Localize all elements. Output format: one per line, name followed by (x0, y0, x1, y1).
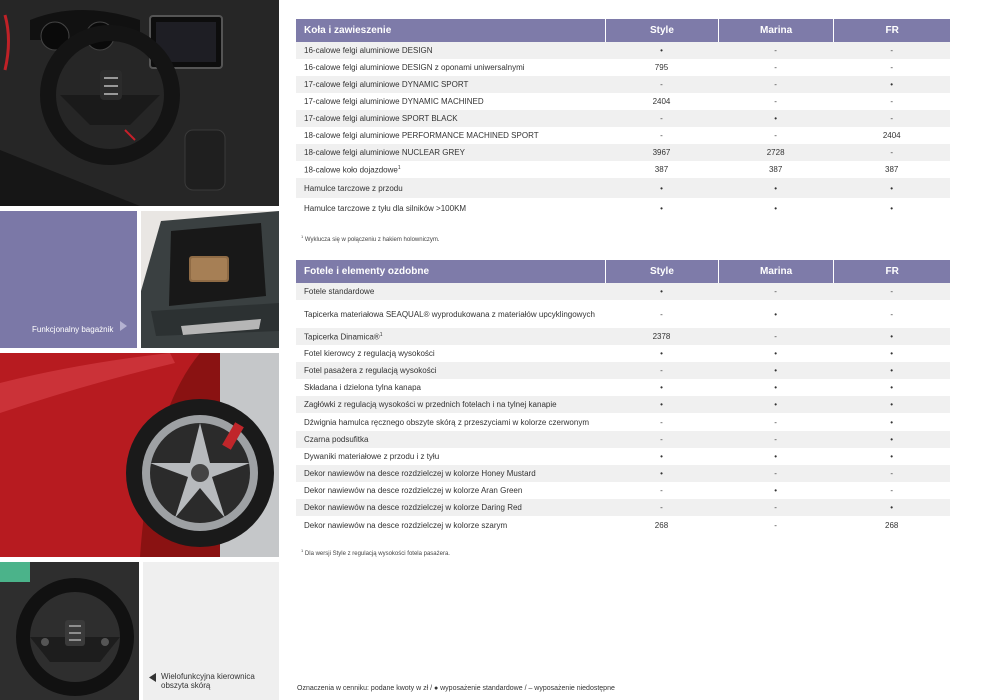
value-cell-c2: - (774, 332, 777, 341)
wheels-header-fr: FR (834, 19, 950, 42)
table-row (296, 362, 950, 379)
row-label (296, 366, 605, 375)
value-cell-c3: • (890, 383, 894, 392)
row-label (296, 63, 605, 72)
value-cell-c1: • (660, 349, 663, 358)
purple-caption-block (0, 211, 137, 348)
value-cell-c2: - (774, 63, 777, 72)
seats-header-fr: FR (834, 260, 950, 283)
table-row (296, 127, 950, 144)
value-cell-c1: - (660, 435, 663, 444)
row-label (296, 287, 605, 296)
value-cell-c2: • (774, 452, 778, 461)
value-cell-c3: - (890, 63, 894, 72)
value-cell-c1: - (660, 309, 663, 319)
row-label (296, 184, 605, 193)
table-row (296, 413, 950, 431)
value-cell-c3: - (890, 309, 894, 319)
wheels-footnote (301, 234, 440, 243)
table-row (296, 59, 950, 76)
back-arrow-icon (149, 673, 156, 682)
value-cell-c1: - (660, 486, 663, 495)
row-label-text: 18-calowe felgi aluminiowe PERFORMANCE MACHINED SPORT (304, 131, 539, 140)
steering-caption-line1: Wielofunkcyjna kierownica (161, 672, 255, 681)
table-row (296, 178, 950, 198)
table-row (296, 198, 950, 218)
table-row (296, 482, 950, 499)
value-cell-c2: 387 (768, 165, 783, 174)
wheels-header-title: Koła i zawieszenie (296, 19, 605, 42)
value-cell-c2: • (774, 309, 778, 319)
steering-caption-line2: obszyta skórą (161, 681, 211, 690)
value-cell-c1: • (660, 46, 663, 55)
value-cell-c1: 2404 (652, 97, 671, 106)
value-cell-c1: 268 (654, 520, 669, 530)
table-row (296, 345, 950, 362)
row-label-text: Składana i dzielona tylna kanapa (304, 383, 421, 392)
row-label-text: Dźwignia hamulca ręcznego obszyte skórą z przeszyciami w kolorze czerwonym (304, 417, 589, 427)
table-row (296, 300, 950, 328)
value-cell-c2: • (774, 366, 778, 375)
value-cell-c1: - (660, 131, 663, 140)
value-cell-c3: - (890, 287, 894, 296)
value-cell-c3: • (890, 203, 894, 213)
value-cell-c1: • (660, 469, 663, 478)
price-legend: Oznaczenia w cenniku: podane kwoty w zł / ● wyposażenie standardowe / – wyposażenie niedostępne (297, 685, 615, 692)
table-row (296, 283, 950, 300)
steering-wheel-photo (0, 562, 139, 700)
row-label-text: Fotel pasażera z regulacją wysokości (304, 366, 437, 375)
value-cell-c3: • (890, 435, 894, 444)
value-cell-c3: • (890, 349, 894, 358)
row-label (296, 469, 605, 478)
row-label-text: Hamulce tarczowe z tyłu dla silników >100KM (304, 203, 467, 213)
value-cell-c2: - (774, 46, 777, 55)
value-cell-c1: 2378 (652, 332, 671, 341)
value-cell-c3: • (890, 503, 894, 512)
value-cell-c2: • (774, 203, 778, 213)
row-label (296, 383, 605, 392)
value-cell-c2: • (774, 400, 778, 409)
value-cell-c1: - (660, 503, 663, 512)
value-cell-c3: • (890, 332, 894, 341)
row-label (296, 164, 605, 175)
value-cell-c3: • (890, 80, 894, 89)
table-row (296, 379, 950, 396)
seats-table (296, 260, 950, 534)
row-label-text: 16-calowe felgi aluminiowe DESIGN (304, 46, 433, 55)
row-label (296, 80, 605, 89)
wheels-header-style: Style (606, 19, 718, 42)
value-cell-c3: • (890, 366, 894, 375)
row-label-text: 18-calowe felgi aluminiowe NUCLEAR GREY (304, 148, 465, 157)
value-cell-c3: 268 (885, 520, 899, 530)
value-cell-c2: - (774, 435, 777, 444)
row-label (296, 521, 605, 530)
value-cell-c2: - (774, 131, 777, 140)
value-cell-c2: • (774, 486, 778, 495)
value-cell-c3: 387 (885, 165, 899, 174)
row-label (296, 114, 605, 123)
value-cell-c2: - (774, 80, 777, 89)
seats-header-marina: Marina (719, 260, 834, 283)
table-row (296, 431, 950, 448)
value-cell-c2: • (774, 383, 778, 392)
table-row (296, 516, 950, 534)
table-row (296, 93, 950, 110)
grey-caption-block (143, 562, 279, 700)
row-label (296, 452, 605, 461)
wheels-footnote-text: Wyklucza się w połączeniu z hakiem holowniczym. (304, 237, 440, 243)
seats-table-header (296, 260, 950, 283)
row-label (296, 310, 605, 319)
value-cell-c2: 2728 (766, 148, 785, 157)
row-label (296, 435, 605, 444)
value-cell-c2: - (774, 97, 777, 106)
trunk-caption: Funkcjonalny bagażnik (32, 325, 114, 334)
value-cell-c2: - (774, 520, 777, 530)
row-label (296, 131, 605, 140)
row-label-text: 16-calowe felgi aluminiowe DESIGN z oponami uniwersalnymi (304, 63, 525, 72)
table-row (296, 448, 950, 465)
value-cell-c2: - (774, 469, 777, 478)
seats-footnote-text: Dla wersji Style z regulacją wysokości fotela pasażera. (304, 551, 450, 557)
row-label-text: Dekor nawiewów na desce rozdzielczej w kolorze szarym (304, 520, 508, 530)
value-cell-c2: - (774, 287, 777, 296)
row-label-text: 18-calowe koło dojazdowe (304, 165, 398, 175)
table-row (296, 161, 950, 178)
interior-dashboard-photo (0, 0, 279, 206)
value-cell-c1: 387 (654, 165, 669, 174)
seats-header-title: Fotele i elementy ozdobne (296, 260, 605, 283)
table-row (296, 396, 950, 413)
wheels-table-body (296, 42, 950, 218)
row-label-text: Dekor nawiewów na desce rozdzielczej w kolorze Daring Red (304, 503, 522, 512)
steering-caption (161, 672, 255, 690)
seats-table-body (296, 283, 950, 534)
row-label-text: Fotele standardowe (304, 287, 375, 296)
row-label-text: Fotel kierowcy z regulacją wysokości (304, 349, 435, 358)
value-cell-c3: • (890, 417, 894, 427)
value-cell-c2: - (774, 417, 777, 427)
wheels-header-marina: Marina (719, 19, 834, 42)
value-cell-c3: • (890, 452, 894, 461)
row-label (296, 486, 605, 495)
value-cell-c3: - (890, 148, 894, 157)
value-cell-c3: - (890, 46, 894, 55)
wheel-photo (0, 353, 279, 557)
value-cell-c1: • (660, 183, 663, 193)
wheels-table (296, 19, 950, 218)
row-label-text: Zagłówki z regulacją wysokości w przednich fotelach i na tylnej kanapie (304, 400, 557, 409)
row-label-text: Tapicerka materiałowa SEAQUAL® wyprodukowana z materiałów upcyklingowych (304, 309, 595, 319)
value-cell-c2: • (774, 183, 778, 193)
row-label-text: Dekor nawiewów na desce rozdzielczej w kolorze Aran Green (304, 486, 523, 495)
value-cell-c1: • (660, 203, 663, 213)
seats-footnote-marker: 1 (301, 548, 304, 553)
row-label (296, 331, 605, 342)
seats-footnote (301, 548, 450, 557)
value-cell-c3: - (890, 97, 894, 106)
row-label (296, 400, 605, 409)
value-cell-c1: - (660, 80, 663, 89)
row-label-text: 17-calowe felgi aluminiowe SPORT BLACK (304, 114, 458, 123)
row-label-text: Hamulce tarczowe z przodu (304, 183, 403, 193)
table-row (296, 465, 950, 482)
value-cell-c2: • (774, 114, 778, 123)
value-cell-c3: • (890, 183, 894, 193)
value-cell-c1: • (660, 383, 663, 392)
row-label (296, 418, 605, 427)
row-label-text: Dekor nawiewów na desce rozdzielczej w kolorze Honey Mustard (304, 469, 536, 478)
row-label (296, 204, 605, 213)
row-label-text: 17-calowe felgi aluminiowe DYNAMIC MACHINED (304, 97, 484, 106)
value-cell-c1: • (660, 452, 663, 461)
value-cell-c3: 2404 (882, 131, 901, 140)
play-arrow-icon (120, 321, 128, 331)
table-row (296, 144, 950, 161)
row-label (296, 503, 605, 512)
footnote-marker: 1 (397, 165, 401, 172)
table-row (296, 42, 950, 59)
value-cell-c1: - (660, 114, 663, 123)
table-row (296, 110, 950, 127)
footnote-marker: 1 (379, 332, 383, 339)
row-label-text: 17-calowe felgi aluminiowe DYNAMIC SPORT (304, 80, 469, 89)
value-cell-c1: 3967 (652, 148, 671, 157)
wheels-table-header (296, 19, 950, 42)
table-row (296, 328, 950, 345)
row-label (296, 46, 605, 55)
row-label (296, 97, 605, 106)
value-cell-c3: - (890, 469, 894, 478)
wheels-footnote-marker: 1 (301, 234, 304, 239)
row-label (296, 148, 605, 157)
value-cell-c2: - (774, 503, 777, 512)
value-cell-c1: - (660, 417, 663, 427)
seats-header-style: Style (606, 260, 718, 283)
value-cell-c2: • (774, 349, 778, 358)
value-cell-c3: - (890, 486, 894, 495)
row-label-text: Czarna podsufitka (304, 435, 369, 444)
value-cell-c1: • (660, 400, 663, 409)
value-cell-c3: • (890, 400, 894, 409)
value-cell-c3: - (890, 114, 894, 123)
row-label (296, 349, 605, 358)
trunk-photo (141, 211, 279, 348)
row-label-text: Dywaniki materiałowe z przodu i z tyłu (304, 452, 440, 461)
value-cell-c1: - (660, 366, 663, 375)
table-row (296, 499, 950, 516)
table-row (296, 76, 950, 93)
value-cell-c1: 795 (654, 63, 669, 72)
row-label-text: Tapicerka Dinamica® (304, 332, 380, 342)
value-cell-c1: • (660, 287, 663, 296)
